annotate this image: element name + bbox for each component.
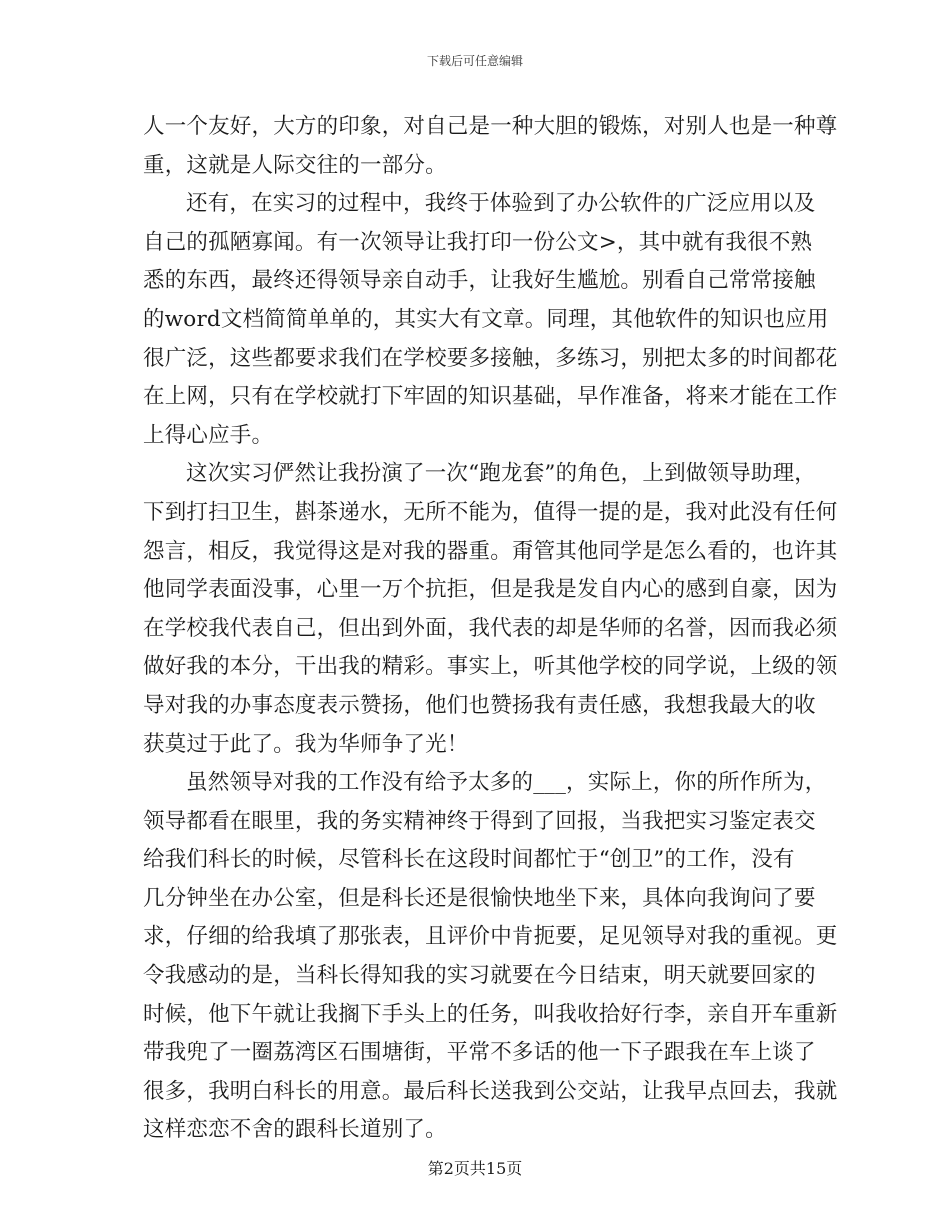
- page-number-footer: 第2页共15页: [427, 1159, 523, 1178]
- text-line: 给我们科长的时候，尽管科长在这段时间都忙于“创卫”的工作，没有: [143, 847, 795, 873]
- text-line: 下到打扫卫生，斟茶递水，无所不能为，值得一提的是，我对此没有任何: [143, 499, 838, 525]
- text-line: 重，这就是人际交往的一部分。: [143, 152, 447, 178]
- text-line: 在学校我代表自己，但出到外面，我代表的却是华师的名誉，因而我必须: [143, 615, 838, 641]
- document-body: [143, 108, 838, 1150]
- text-line: 时候，他下午就让我搁下手头上的任务，叫我收拾好行李，亲自开车重新: [143, 1001, 838, 1027]
- paragraph-start-line: 虽然领导对我的工作没有给予太多的___，实际上，你的所作所为，: [186, 770, 827, 796]
- text-line: 他同学表面没事，心里一万个抗拒，但是我是发自内心的感到自豪，因为: [143, 577, 838, 603]
- text-line: 在上网，只有在学校就打下牢固的知识基础，早作准备，将来才能在工作: [143, 384, 838, 410]
- text-line: 几分钟坐在办公室，但是科长还是很愉快地坐下来，具体向我询问了要: [143, 885, 816, 911]
- page-header: 下载后可任意编辑: [426, 54, 523, 68]
- text-line: 悉的东西，最终还得领导亲自动手，让我好生尴尬。别看自己常常接触: [143, 268, 816, 294]
- text-line: 令我感动的是，当科长得知我的实习就要在今日结束，明天就要回家的: [143, 963, 816, 989]
- text-line: 很多，我明白科长的用意。最后科长送我到公交站，让我早点回去，我就: [143, 1078, 838, 1104]
- text-line: 的word文档简简单单的，其实大有文章。同理，其他软件的知识也应用: [143, 306, 829, 332]
- text-line: 人一个友好，大方的印象，对自己是一种大胆的锻炼，对别人也是一种尊: [143, 114, 838, 139]
- text-line: 求，仔细的给我填了那张表，且评价中肯扼要，足见领导对我的重视。更: [143, 924, 838, 950]
- text-line: 上得心应手。: [143, 422, 274, 448]
- text-line: 这样恋恋不舍的跟科长道别了。: [143, 1117, 447, 1143]
- paragraph-start-line: 这次实习俨然让我扮演了一次“跑龙套”的角色，上到做领导助理，: [186, 461, 816, 487]
- text-line: 很广泛，这些都要求我们在学校要多接触，多练习，别把太多的时间都花: [143, 345, 838, 371]
- text-line: 导对我的办事态度表示赞扬，他们也赞扬我有责任感，我想我最大的收: [143, 692, 816, 718]
- text-line: 带我兜了一圈荔湾区石围塘街，平常不多话的他一下子跟我在车上谈了: [143, 1040, 816, 1066]
- text-line: 做好我的本分，干出我的精彩。事实上，听其他学校的同学说，上级的领: [143, 654, 838, 680]
- text-line: 领导都看在眼里，我的务实精神终于得到了回报，当我把实习鉴定表交: [143, 808, 816, 834]
- text-line: 怨言，相反，我觉得这是对我的器重。甭管其他同学是怎么看的，也许其: [143, 538, 838, 564]
- text-line: 获莫过于此了。我为华师争了光！: [143, 731, 469, 757]
- paragraph-start-line: 还有，在实习的过程中，我终于体验到了办公软件的广泛应用以及: [186, 191, 816, 217]
- text-line: 自己的孤陋寡闻。有一次领导让我打印一份公文>，其中就有我很不熟: [143, 229, 813, 255]
